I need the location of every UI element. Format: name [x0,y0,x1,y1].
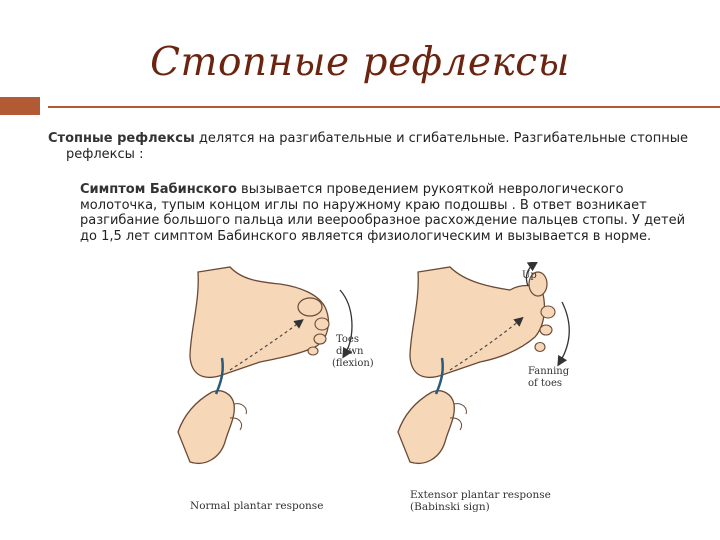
left-caption: Normal plantar response [190,500,324,512]
intro-continuation: рефлексы : [66,146,144,162]
slide-title: Стопные рефлексы [150,40,570,85]
left-label-flexion: (flexion) [332,358,374,369]
left-label-toes: Toes [336,334,359,345]
paragraph-intro [48,131,688,162]
plantar-reflex-illustration [150,262,590,522]
paragraph-babinski [80,182,690,244]
right-foot-illustration [410,264,569,377]
right-caption-line2: (Babinski sign) [410,501,490,513]
left-label-down: down [336,346,364,357]
right-label-up: Up [522,270,537,281]
left-foot-illustration [190,267,352,377]
intro-term: Стопные рефлексы [48,131,195,146]
right-label-fanning: Fanning [528,366,570,377]
title-underline [48,106,720,108]
babinski-term: Симптом Бабинского [80,182,237,197]
right-caption-line1: Extensor plantar response [410,489,551,501]
babinski-text: вызывается проведением рукояткой неврологического молоточка, тупым концом иглы по наружному краю подошвы . В ответ возникает разгибание большого пальца или веерообразное расхождение пальцев стопы. У детей до 1,5 лет симптом Бабинского является физиологическим и вызывается в норме. [80,182,686,244]
intro-text: делятся на разгибательные и сгибательные. Разгибательные стопные [194,131,688,146]
right-label-of-toes: of toes [528,378,562,389]
accent-block [0,97,40,115]
